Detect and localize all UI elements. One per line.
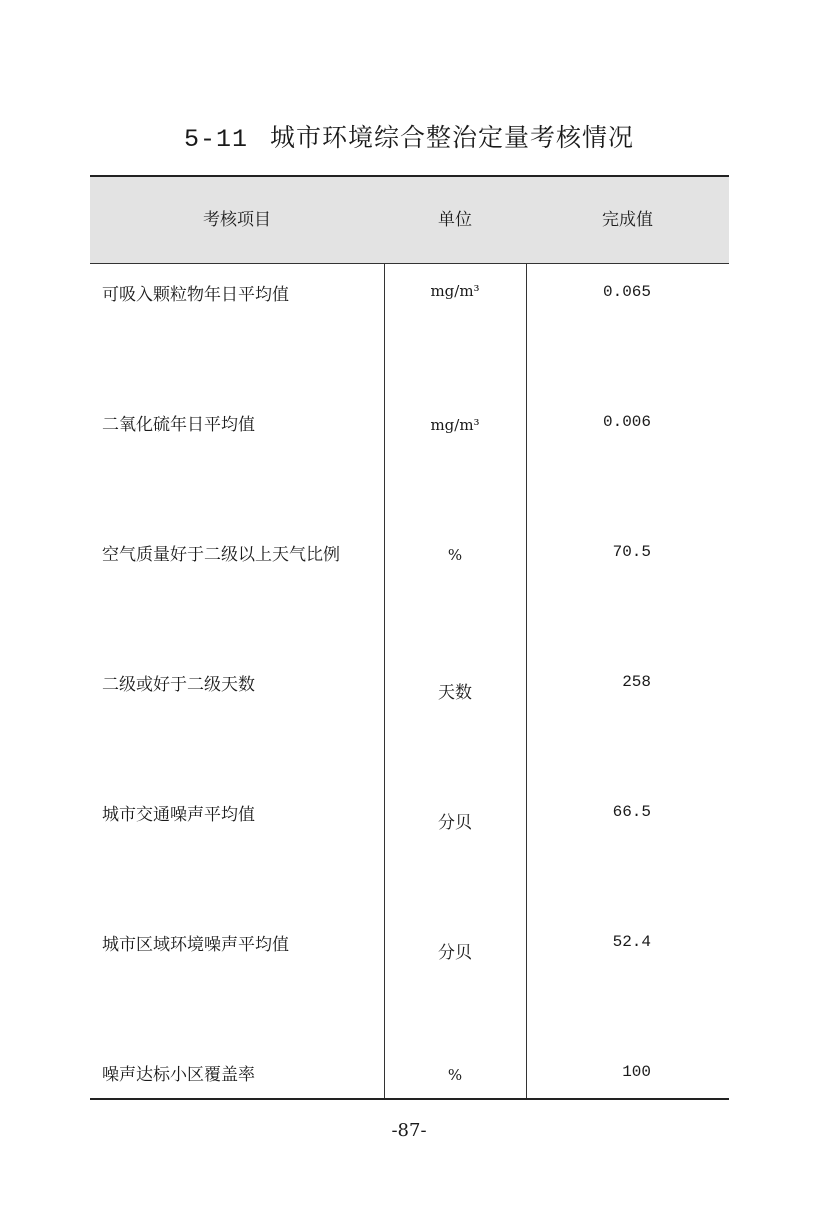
row-value: 0.006 — [602, 413, 651, 431]
table-number: 5-11 — [183, 125, 248, 154]
page-title — [0, 118, 818, 154]
row-unit: mg/m³ — [430, 282, 480, 300]
row-value: 258 — [622, 673, 651, 691]
page-number: -87- — [391, 1120, 427, 1141]
table-row — [90, 394, 729, 524]
assessment-table — [90, 175, 729, 1100]
table-body — [90, 264, 729, 1098]
row-item: 二级或好于二级天数 — [102, 675, 255, 695]
row-value: 66.5 — [612, 803, 651, 821]
row-value: 100 — [622, 1063, 651, 1081]
row-unit: 分贝 — [438, 943, 472, 963]
header-value: 完成值 — [602, 210, 653, 230]
row-unit: 分贝 — [438, 813, 472, 833]
header-unit: 单位 — [438, 210, 472, 230]
row-item: 空气质量好于二级以上天气比例 — [102, 545, 340, 565]
row-value: 70.5 — [612, 543, 651, 561]
table-row — [90, 264, 729, 394]
table-header — [90, 177, 729, 264]
table-title: 城市环境综合整治定量考核情况 — [270, 123, 635, 152]
row-value: 52.4 — [612, 933, 651, 951]
row-unit: mg/m³ — [430, 416, 480, 434]
row-unit: 天数 — [438, 683, 472, 703]
row-unit: % — [447, 1066, 463, 1084]
row-item: 可吸入颗粒物年日平均值 — [102, 285, 289, 305]
row-value: 0.065 — [602, 283, 651, 301]
table-row — [90, 524, 729, 654]
row-item: 噪声达标小区覆盖率 — [102, 1065, 255, 1085]
table-row — [90, 914, 729, 1044]
row-item: 二氧化硫年日平均值 — [102, 415, 255, 435]
row-unit: % — [447, 546, 463, 564]
header-item: 考核项目 — [203, 210, 271, 230]
row-item: 城市交通噪声平均值 — [102, 805, 255, 825]
table-row — [90, 784, 729, 914]
row-item: 城市区域环境噪声平均值 — [102, 935, 289, 955]
table-row — [90, 1044, 729, 1098]
table-row — [90, 654, 729, 784]
